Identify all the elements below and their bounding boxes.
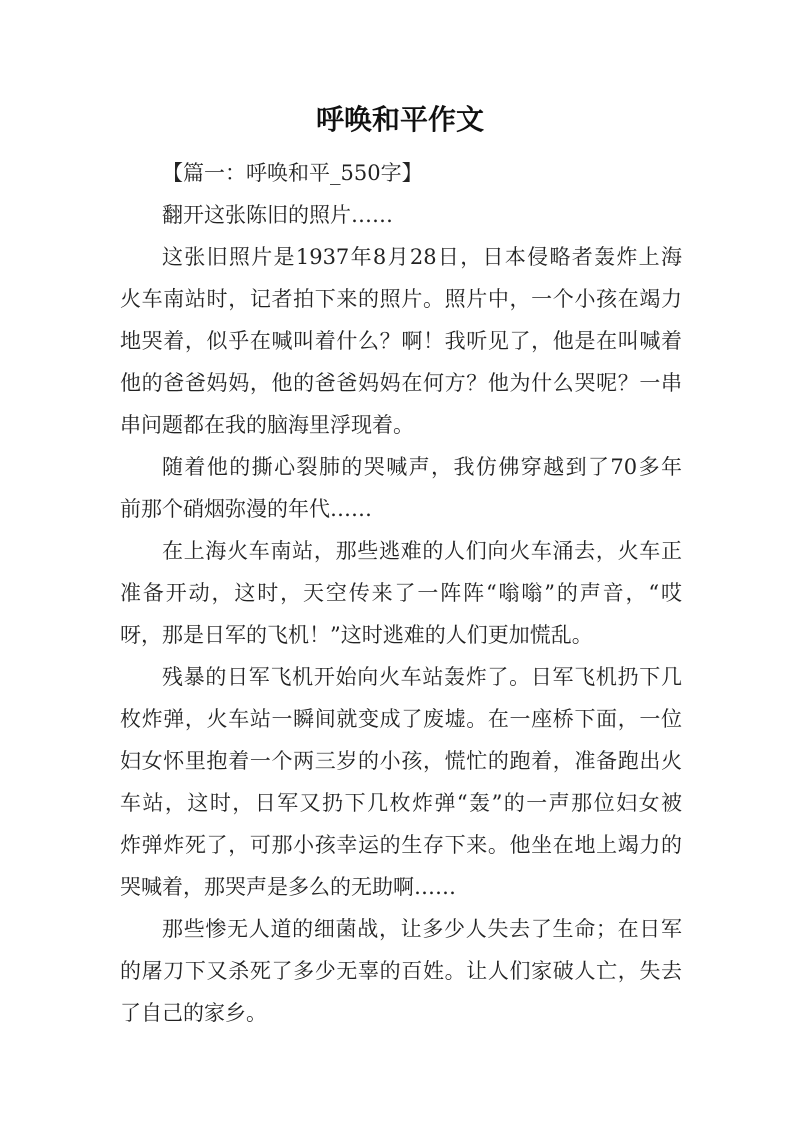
text-line: 准备开动，这时，天空传来了一阵阵“嗡嗡”的声音，“哎 — [120, 581, 682, 605]
paragraph — [120, 656, 682, 908]
text-line: 在上海火车南站，那些逃难的人们向火车涌去，火车正 — [162, 539, 682, 563]
text-line: 枚炸弹，火车站一瞬间就变成了废墟。在一座桥下面，一位 — [120, 707, 682, 731]
text-line: 了自己的家乡。 — [120, 1001, 267, 1025]
text-line: 这张旧照片是1937年8月28日，日本侵略者轰炸上海 — [162, 245, 682, 269]
text-line: 串问题都在我的脑海里浮现着。 — [120, 413, 414, 437]
text-line: 呀，那是日军的飞机！”这时逃难的人们更加慌乱。 — [120, 623, 593, 647]
paragraph — [120, 236, 682, 446]
paragraph — [120, 530, 682, 656]
text-line: 那些惨无人道的细菌战，让多少人失去了生命；在日军 — [162, 917, 682, 941]
text-line: 妇女怀里抱着一个两三岁的小孩，慌忙的跑着，准备跑出火 — [120, 749, 682, 773]
text-line: 残暴的日军飞机开始向火车站轰炸了。日军飞机扔下几 — [162, 665, 682, 689]
text-line: 翻开这张陈旧的照片…… — [162, 203, 393, 227]
text-line: 炸弹炸死了，可那小孩幸运的生存下来。他坐在地上竭力的 — [120, 833, 682, 857]
text-line: 【篇一：呼唤和平_550字】 — [162, 161, 423, 185]
text-line: 车站，这时，日军又扔下几枚炸弹“轰”的一声那位妇女被 — [120, 791, 682, 815]
paragraph — [120, 152, 682, 194]
text-line: 的屠刀下又杀死了多少无辜的百姓。让人们家破人亡，失去 — [120, 959, 682, 983]
text-line: 他的爸爸妈妈，他的爸爸妈妈在何方？他为什么哭呢？一串 — [120, 371, 682, 395]
text-line: 哭喊着，那哭声是多么的无助啊…… — [120, 875, 456, 899]
paragraph — [120, 446, 682, 530]
document-body — [120, 152, 682, 1034]
paragraph — [120, 194, 682, 236]
text-line: 前那个硝烟弥漫的年代…… — [120, 497, 372, 521]
paragraph — [120, 908, 682, 1034]
document-title: 呼唤和平作文 — [315, 103, 484, 136]
text-line: 地哭着，似乎在喊叫着什么？啊！我听见了，他是在叫喊着 — [120, 329, 682, 353]
text-line: 火车南站时，记者拍下来的照片。照片中，一个小孩在竭力 — [120, 287, 682, 311]
text-line: 随着他的撕心裂肺的哭喊声，我仿佛穿越到了70多年 — [162, 455, 682, 479]
